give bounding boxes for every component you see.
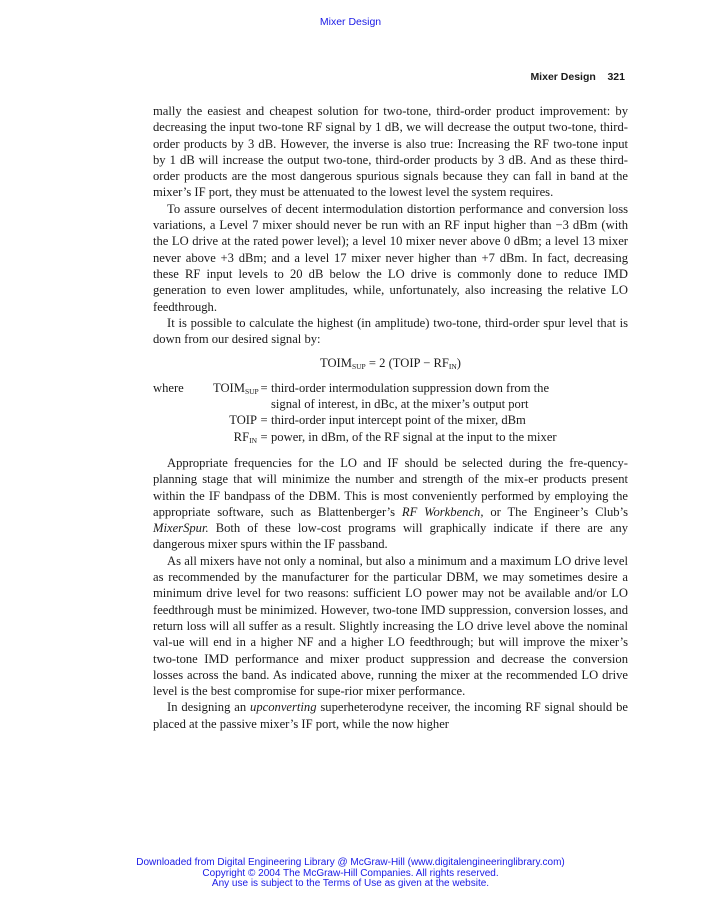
definition-row-toip — [153, 412, 628, 428]
definition-row-rfin — [153, 429, 628, 445]
running-header — [530, 71, 625, 83]
definition-text-toim: third-order intermodulation suppression down from the — [271, 380, 550, 395]
text-run: or The Engineer’s Club’s — [483, 504, 629, 519]
spacer — [153, 412, 213, 428]
definition-symbol-rfin — [213, 429, 257, 445]
definition-text-rfin: power, in dBm, of the RF signal at the input to the mixer — [271, 429, 557, 444]
equation-middle: = 2 (TOIP − RF — [365, 356, 449, 371]
equals-sign: = — [260, 429, 268, 444]
symbol-subscript: SUP — [244, 386, 259, 396]
paragraph-2: To assure ourselves of decent intermodulation distortion performance and conversion loss variations, a Level 7 mixer should never be run with an RF input higher than −3 dBm (with the LO drive at the rated power level); a level 10 mixer never above 0 dBm; a level 13 mixer never above +3 dBm; and a level 17 mixer never higher than +7 dBm. In fact, decreasing these RF input levels to 20 dB below the LO drive is commonly done to reduce IMD generation to even lower amplitudes, while, unfortunately, also increasing the relative LO feedthrough. — [153, 201, 628, 314]
definition-symbol-toim — [213, 380, 257, 396]
top-chapter-link[interactable]: Mixer Design — [319, 16, 382, 28]
definition-text-toip: third-order input intercept point of the mixer, dBm — [271, 413, 526, 428]
emphasis-upconverting: upconverting — [250, 700, 317, 715]
equation-close: ) — [456, 356, 461, 371]
page-number: 321 — [607, 71, 625, 83]
definition-text-toim-continued: signal of interest, in dBc, at the mixer’s output port — [271, 397, 529, 412]
toim-equation — [153, 355, 628, 371]
footer-terms-link[interactable]: Any use is subject to the Terms of Use as given at the website. — [211, 878, 490, 889]
definition-row-toim — [153, 380, 628, 396]
symbol-text: TOIM — [213, 380, 245, 395]
paragraph-6 — [153, 699, 628, 732]
where-label: where — [153, 380, 184, 395]
equals-sign: = — [260, 413, 268, 428]
symbol-subscript: IN — [249, 435, 257, 445]
paragraph-4 — [153, 455, 628, 553]
definition-symbol-toip: TOIP — [229, 413, 257, 428]
footer-copyright: Copyright © 2004 The McGraw-Hill Companies. All rights reserved. — [202, 867, 499, 879]
definition-row-toim-continued — [153, 396, 628, 412]
equation-rf-subscript: IN — [448, 362, 457, 372]
text-run: superheterodyne receiver, the incoming RF signal should be placed at the passive mixer’s IF port, while the now higher — [153, 700, 629, 731]
spacer — [213, 396, 257, 412]
text-run: Both of these low-cost programs will graphically indicate if there are any dangerous mixer spurs within the IF passband. — [153, 521, 628, 552]
spacer — [257, 396, 271, 412]
text-run: In designing an — [167, 700, 251, 715]
page-body — [153, 103, 628, 732]
equals-sign: = — [260, 380, 268, 395]
variable-definitions — [153, 380, 628, 445]
spacer — [153, 429, 213, 445]
paragraph-1: mally the easiest and cheapest solution for two-tone, third-order product improvement: by decreasing the input two-tone RF signal by 1 dB, we will decrease the output two-tone, third-order products by 3 dB. However, the inverse is also true: Increasing the RF two-tone input by 1 dB will increase the output two-tone, third-order products by 3 dB. And as these third-order products are the most dangerous spurious signals because they can fall in band at the mixer’s IF port, they must be attenuated to the lowest level the system requires. — [153, 104, 628, 200]
text-run: Appropriate frequencies for the LO and IF should be selected during the fre-quency-planning stage that will minimize the number and strength of the mix-er products present within the IF bandpass of the DBM. This is most conveniently performed by employing the appropriate software, such as Blattenberger’s — [153, 455, 628, 519]
software-name-mixerspur: MixerSpur. — [153, 521, 209, 536]
paragraph-5: As all mixers have not only a nominal, but also a minimum and a maximum LO drive level as recommended by the manufacturer for the particular DBM, we may sometimes desire a minimum drive level for two reasons: sufficient LO power may not be available and/or LO feedthrough must be minimized. However, two-tone IMD suppression, conversion losses, and return loss will all suffer as a result. Slightly increasing the LO drive level above the nominal val-ue will end in a higher NF and a higher LO feedthrough; but will improve the mixer’s two-tone IMD performance and mixer product suppression and decrease the conversion losses across the band. As indicated above, running the mixer at the recommended LO drive level is the best compromise for supe-rior mixer performance. — [153, 553, 628, 699]
paragraph-3: It is possible to calculate the highest (in amplitude) two-tone, third-order spur level that is down from our desired signal by: — [153, 315, 628, 347]
footer-download-link[interactable]: Downloaded from Digital Engineering Library @ McGraw-Hill (www.digitalengineeringlibrary.com) — [136, 857, 565, 868]
running-title: Mixer Design — [530, 71, 596, 83]
equation-lhs-subscript: SUP — [351, 362, 366, 372]
spacer — [153, 396, 213, 412]
download-footer — [0, 858, 701, 890]
equation-lhs: TOIM — [320, 356, 352, 371]
software-name-rf-workbench: RF Workbench, — [401, 504, 484, 519]
symbol-text: RF — [233, 429, 250, 444]
